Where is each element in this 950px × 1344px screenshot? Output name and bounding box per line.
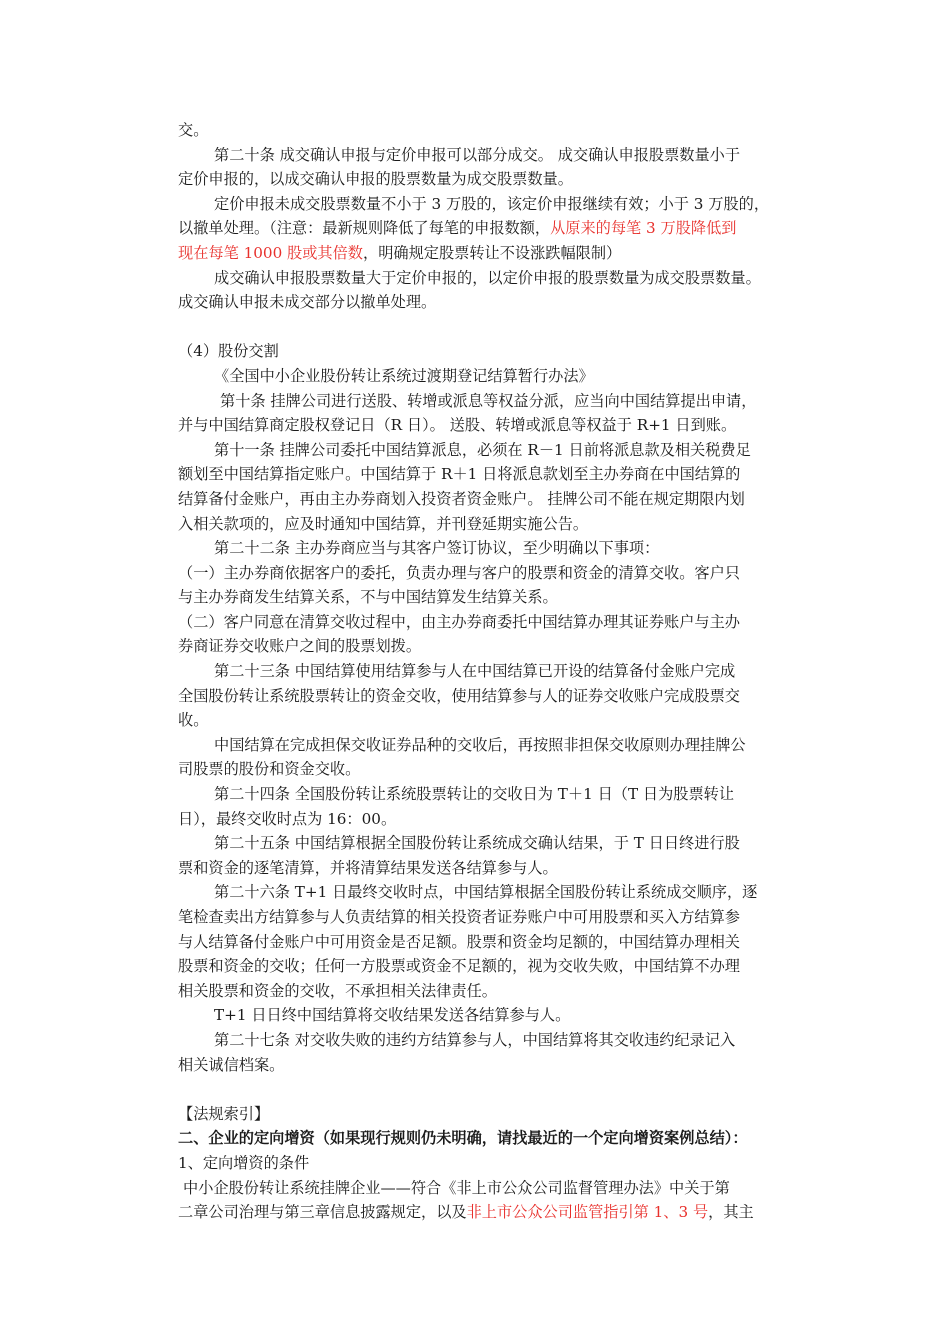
text-line: 收。	[178, 711, 209, 730]
text-line: 券商证券交收账户之间的股票划拨。	[178, 637, 421, 656]
text-line: （一）主办券商依据客户的委托，负责办理与客户的股票和资金的清算交收。客户只	[178, 563, 740, 582]
text-line: 日），最终交收时点为 16：00。	[178, 809, 397, 828]
text-line	[178, 216, 813, 241]
article-11: 第十一条 挂牌公司委托中国结算派息，必须在 R－1 日前将派息款及相关税费足	[214, 440, 751, 459]
section-heading-2: 二、企业的定向增资（如果现行规则仍未明确，请找最近的一个定向增资案例总结）：	[178, 1129, 748, 1148]
subheading: 1、定向增资的条件	[178, 1153, 310, 1172]
article-22: 第二十二条 主办券商应当与其客户签订协议，至少明确以下事项：	[214, 539, 660, 558]
text-line: 交。	[178, 121, 209, 139]
text-span: 二章公司治理与第三章信息披露规定，以及	[178, 1203, 467, 1222]
text-line	[178, 1200, 813, 1225]
note-text: ，明确规定股票转让不设涨跌幅限制）	[363, 243, 622, 262]
text-line: T+1 日日终中国结算将交收结果发送各结算参与人。	[214, 1006, 571, 1025]
text-line: 与人结算备付金账户中可用资金是否足额。股票和资金均足额的，中国结算办理相关	[178, 932, 740, 951]
article-26: 第二十六条 T+1 日最终交收时点，中国结算根据全国股份转让系统成交顺序，逐	[214, 883, 758, 902]
text-line: 相关诚信档案。	[178, 1055, 285, 1074]
text-line: 票和资金的逐笔清算，并将清算结果发送各结算参与人。	[178, 858, 558, 877]
article-25: 第二十五条 中国结算根据全国股份转让系统成交确认结果，于 T 日日终进行股	[214, 834, 740, 853]
text-line: 中国结算在完成担保交收证券品种的交收后，再按照非担保交收原则办理挂牌公	[214, 735, 746, 754]
text-line	[178, 241, 813, 266]
text-line: 司股票的股份和资金交收。	[178, 760, 361, 779]
highlight-text: 现在每笔 1000 股或其倍数	[178, 243, 363, 262]
text-line: 成交确认申报未成交部分以撤单处理。	[178, 293, 437, 312]
text-span: ，其主	[708, 1203, 754, 1222]
text-line: 额划至中国结算指定账户。中国结算于 R＋1 日将派息款划至主办券商在中国结算的	[178, 465, 741, 484]
article-24: 第二十四条 全国股份转让系统股票转让的交收日为 T＋1 日（T 日为股票转让	[214, 785, 735, 804]
text-line: 定价申报未成交股票数量不小于 3 万股的，该定价申报继续有效；小于 3 万股的，	[214, 194, 770, 213]
text-line: 成交确认申报股票数量大于定价申报的，以定价申报的股票数量为成交股票数量。	[214, 268, 761, 287]
text-line: 笔检查卖出方结算参与人负责结算的相关投资者证券账户中可用股票和买入方结算参	[178, 908, 740, 926]
text-line: 定价申报的，以成交确认申报的股票数量为成交股票数量。	[178, 170, 573, 189]
document-body	[178, 118, 813, 1225]
article-20: 第二十条 成交确认申报与定价申报可以部分成交。 成交确认申报股票数量小于	[214, 145, 741, 164]
text-line: 结算备付金账户，再由主办券商划入投资者资金账户。 挂牌公司不能在规定期限内划	[178, 489, 745, 508]
text-line: 股票和资金的交收；任何一方股票或资金不足额的，视为交收失败，中国结算不办理	[178, 957, 740, 976]
text-line: 入相关款项的，应及时通知中国结算，并刊登延期实施公告。	[178, 514, 589, 533]
article-10: 第十条 挂牌公司进行送股、转增或派息等权益分派，应当向中国结算提出申请，	[220, 391, 757, 410]
note-text: 以撤单处理。（注意：最新规则降低了每笔的申报数额，	[178, 219, 551, 238]
article-27: 第二十七条 对交收失败的违约方结算参与人，中国结算将其交收违约纪录记入	[214, 1030, 736, 1049]
text-line: （二）客户同意在清算交收过程中，由主办券商委托中国结算办理其证券账户与主办	[178, 612, 740, 631]
text-line: 全国股份转让系统股票转让的资金交收，使用结算参与人的证券交收账户完成股票交	[178, 686, 740, 705]
text-line: 中小企股份转让系统挂牌企业——符合《非上市公众公司监督管理办法》中关于第	[183, 1178, 730, 1197]
section-heading: （4）股份交割	[178, 342, 279, 361]
highlight-text: 从原来的每笔 3 万股降低到	[550, 219, 737, 238]
regulation-index: 【法规索引】	[178, 1104, 270, 1123]
text-line: 并与中国结算商定股权登记日（R 日）。 送股、转增或派息等权益于 R+1 日到账。	[178, 416, 737, 435]
text-line: 与主办券商发生结算关系，不与中国结算发生结算关系。	[178, 588, 558, 607]
regulation-title: 《全国中小企业股份转让系统过渡期登记结算暂行办法》	[214, 366, 594, 385]
text-line: 相关股票和资金的交收，不承担相关法律责任。	[178, 981, 497, 1000]
highlight-text: 非上市公众公司监管指引第 1、3 号	[466, 1203, 709, 1222]
article-23: 第二十三条 中国结算使用结算参与人在中国结算已开设的结算备付金账户完成	[214, 662, 736, 681]
